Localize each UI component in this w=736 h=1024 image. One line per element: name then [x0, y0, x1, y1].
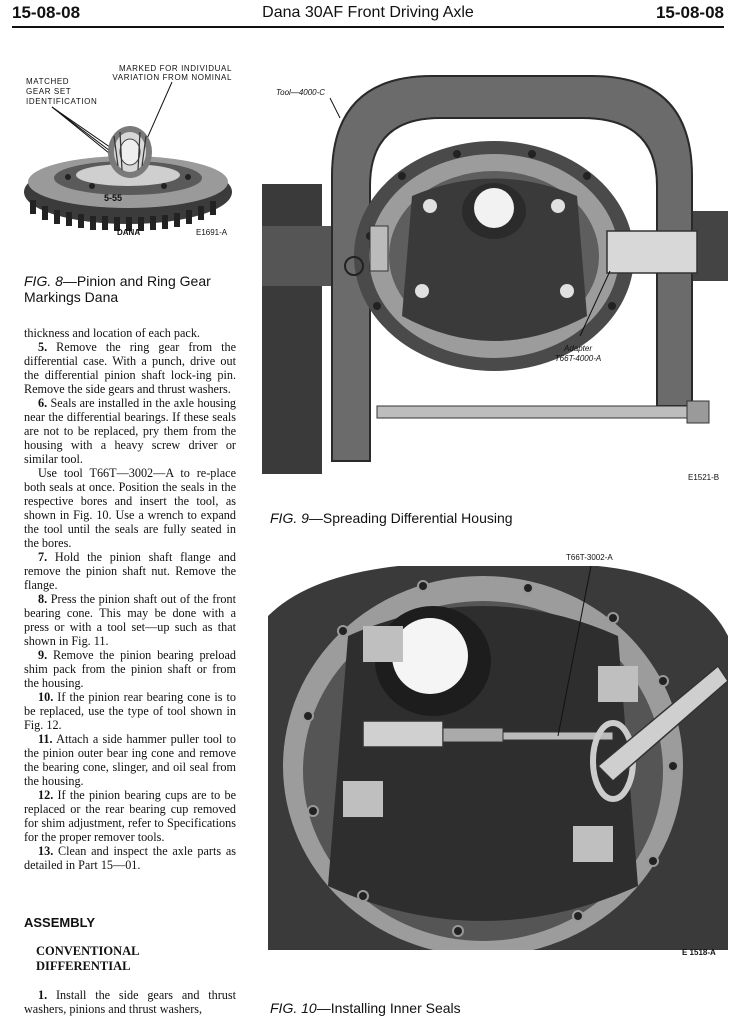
- step-13: 13. Clean and inspect the axle parts as detailed in Part 15—01.: [24, 844, 236, 872]
- step-8: 8. Press the pinion shaft out of the front bearing cone. This may be done with a press or with a tool set—up such as that shown in Fig. 11.: [24, 592, 236, 648]
- fig9-tool-label: Tool—4000-C: [276, 88, 326, 97]
- assembly-text: [24, 988, 236, 1016]
- step-7: 7. Hold the pinion shaft flange and remove the pinion shaft nut. Remove the flange.: [24, 550, 236, 592]
- fig8-code: E1691-A: [196, 228, 228, 237]
- fig10-caption: FIG. 10—Installing Inner Seals: [270, 1000, 461, 1016]
- assembly-step-1: 1. Install the side gears and thrust washers, pinions and thrust washers,: [24, 988, 236, 1016]
- running-title: Dana 30AF Front Driving Axle: [262, 4, 474, 21]
- page-header: [0, 0, 736, 30]
- gear-mark: 5-55: [104, 193, 123, 203]
- step-9: 9. Remove the pinion bearing preload shim pack from the pinion shaft or from the housing.: [24, 648, 236, 690]
- step-10: 10. If the pinion rear bearing cone is to be replaced, use the type of tool shown in Fig. 12.: [24, 690, 236, 732]
- step-6-cont: Use tool T66T—3002—A to re-place both seals at once. Position the seals in the respective bores and insert the tool, as shown in Fig. 10. Use a wrench to expand the tool until the seals are fully seated in the bores.: [24, 466, 236, 550]
- step-11: 11. Attach a side hammer puller tool to the pinion outer bear ing cone and remove the bearing cone, slinger, and oil seal from the housing.: [24, 732, 236, 788]
- fig9-code: E1521-B: [688, 473, 720, 482]
- step-6: 6. Seals are installed in the axle housing near the differential bearings. If these seals are not to be replaced, pry them from the housing with a heavy screw driver or similar tool.: [24, 396, 236, 466]
- fig8-caption: FIG. 8—Pinion and Ring Gear Markings Dana: [24, 273, 211, 305]
- page-number-right: 15-08-08: [655, 3, 724, 22]
- para-0: thickness and location of each pack.: [24, 326, 200, 340]
- fig9-adapter-label: Adapter T66T-4000-A: [554, 344, 602, 363]
- fig9-caption: FIG. 9—Spreading Differential Housing: [270, 510, 513, 526]
- fig8-label-marked: MARKED FOR INDIVIDUAL VARIATION FROM NOMINAL: [112, 64, 232, 82]
- fig8-brand: DANA: [117, 228, 141, 237]
- ring-gear-illustration: [22, 60, 238, 240]
- fig8-label-matched: MATCHED GEAR SET IDENTIFICATION: [26, 77, 98, 106]
- step-5: 5. Remove the ring gear from the differential case. With a punch, drive out the differential pinion shaft lock-ing pin. Remove the side gears and thrust washers.: [24, 340, 236, 396]
- page-number-left: 15-08-08: [12, 3, 81, 22]
- step-12: 12. If the pinion bearing cups are to be replaced or the rear bearing cup removed for shim adjustment, refer to Specifications for the proper remover tools.: [24, 788, 236, 844]
- seal-installer-photo: [268, 556, 728, 950]
- procedure-text: [24, 326, 236, 872]
- spreader-photo: [262, 66, 728, 478]
- fig10-tool-label: T66T-3002-A: [566, 553, 613, 562]
- header-rule: [12, 26, 724, 28]
- section-heading-assembly: ASSEMBLY: [24, 915, 96, 930]
- subsection-heading: CONVENTIONAL DIFFERENTIAL: [36, 944, 140, 973]
- fig10-code: E 1518-A: [682, 948, 716, 957]
